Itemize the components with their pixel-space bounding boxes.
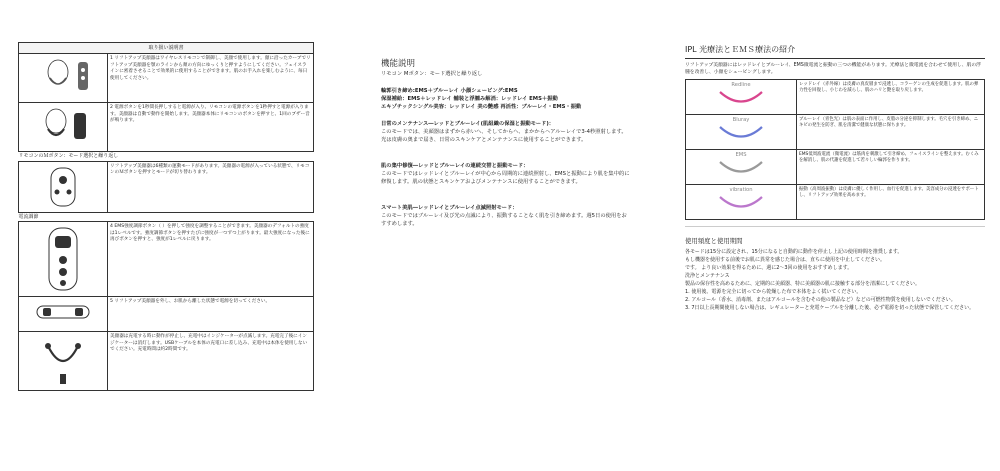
usage-title: 使用頻度と使用期間 (685, 237, 743, 245)
icon-label: vibration (729, 187, 753, 193)
manual-page-middle (337, 0, 667, 471)
usage-line: 各モードは15分に設定され、15分になると自動的に動作を停止し上記の使用時間を推奨します。 (685, 249, 903, 255)
usage-line: 3. 7日以上長期間使用しない場合は、レギュレーターと充電ケーブルを分離した後、必ず電源を切った状態で保管してください。 (685, 305, 975, 311)
face-illustration (34, 58, 92, 98)
table-row (686, 80, 985, 115)
therapy-table (685, 79, 985, 220)
vibration-text: 振動（高周波振動）は皮膚に優しく作用し、血行を促進します。美容成分の浸透をサポートし、リフトアップ効果を高めます。 (797, 185, 985, 220)
blue-light-arc-icon (716, 124, 766, 140)
icon-label: Bluray (732, 117, 750, 123)
manual-page-left (0, 0, 337, 471)
ems-text: EMS低周波電流（微電流）は筋肉を刺激して引き締め、フェイスラインを整えます。むくみを解消し、肌の代謝を促進して若々しい輪郭を作ります。 (797, 150, 985, 185)
section-heading: 肌の集中修復―レッドとブルーレイの連続交替と振動モード： (381, 163, 529, 169)
ems-section-title: 電流調節 (19, 212, 314, 221)
table-header: 取り扱い説明書 (19, 43, 314, 54)
icon-label: EMS (735, 152, 747, 158)
usage-line: 2. アルコール（香水、消毒剤、またはアルコールを含むその他の製品など）などの可燃性物質を使用しないでください。 (685, 297, 956, 303)
section-heading: 日常のメンテナンス―レッドとブルーレイ(肌組織の保湿と振動モード)： (381, 121, 555, 127)
therapy-intro: リフトアップ美顔器にはレッドレイとブルーレイ、EMS微電流と振動の三つの機能があります。光療法と微電流を合わせて使用し、肌の浮腫を改善し、小顔をシェービングします。 (685, 63, 981, 75)
vibration-arc-icon (716, 194, 766, 210)
usage-line: です。 より良い効果を得るために、週に2～3回の使用をおすすめします。 (685, 265, 853, 271)
usage-section (685, 237, 985, 312)
usage-line: もし機器を使用する前後でお肌に異常を感じた場合は、直ちに使用を中止してください。 (685, 257, 886, 263)
manual-page-right (667, 0, 1000, 471)
table-row (19, 297, 314, 332)
section-heading: スマート美肌―レッドレイとブルーレイ点滅照射モード： (381, 205, 518, 211)
table-row (686, 185, 985, 220)
remote-section-title: リモコンのＭボタン：モード選択と繰り返し (19, 152, 314, 161)
ems-arc-icon (716, 159, 766, 175)
table-row (19, 222, 314, 297)
charging-text: 美顔器は充電する時に動作が停止し、充電中はインジケーターが点滅します。充電完了後にインジケーターは消灯します。USBケーブルを本体の充電口に差し込み、充電中は本体を使用しないでください。充電時間は約2時間です。 (108, 332, 314, 391)
section-body: このモードではレッドレイとブルーレイが中心から周期的に連続照射し、EMSと振動により肌を集中的に修復します。肌の状態とスキンケアおよびメンテナンスに使用することができます。 (381, 171, 630, 185)
step-5-text: 5 リフトアップ美顔器を外し、お肌から離した状態で電源を切ってください。 (108, 297, 314, 332)
step-4-text: 4 EMS強度調節ボタン（ ）を押して強度を調整することができます。美顔器のデフォルトの強度は1レベルです。強度調節ボタンを押すたびに強度が一つずつ上がります。最大強度になった後に再びボタンを押すと、強度が1レベルに戻ります。 (108, 222, 314, 297)
usage-line: 1. 使用後、電源を完全に切ってから乾燥した布で本体をよく拭いてください。 (685, 289, 862, 295)
table-row (19, 332, 314, 391)
table-row (19, 54, 314, 103)
mode-line: 保湿補給：EMS＋レッドレイ 舗装と浮腫み解消：レッドレイ EMS＋振動 (381, 96, 558, 102)
function-title: 機能説明 (381, 59, 416, 69)
table-header-row (19, 43, 314, 54)
section-row (19, 152, 314, 161)
section-body: このモードでは、美顔器はまずから赤いへ、そしてからへ、まかからヘアルーレイで3-4秒照射します。光は皮膚の奥まで届き、日常のスキンケアとメンテナンスに使用することができます。 (381, 129, 627, 143)
mode-line: エキゾチックシングル美容：レッドレイ 美の艶感 再活性：ブルーレイ・EMS・振動 (381, 104, 582, 110)
function-description (381, 60, 631, 228)
remote-buttons-illustration (41, 226, 85, 292)
table-row (686, 150, 985, 185)
table-row (19, 103, 314, 152)
step-1-text: 1 リフトアップ美顔器はワイヤレスリモコンで制御し、美顔で使用します。顔に沿ったカーブでリフトアップ美顔器を顎のラインから頬の方向にゆっくりと押すようにしてください。フェイスラインに密着させることで効果的に使用することができます。肌のお手入れを楽しむように、毎日使用してください。 (108, 54, 314, 103)
blue-light-text: ブルーレイ（青色光）は肌の表面に作用し、皮脂の分泌を抑制します。毛穴を引き締め、ニキビの発生を防ぎ、肌を清潔で健康な状態に保ちます。 (797, 115, 985, 150)
therapy-title: IPL 光療法とＥＭＳ療法の紹介 (685, 44, 985, 59)
step-2-text: 2 電源ボタンを1秒間長押しすると電源が入り、リモコンの電源ボタンを1秒押すと電源が入ります。美顔器は自動で動作を開始します。美顔器本体にリモコンのボタンを押すと、1回のブザー音が鳴ります。 (108, 103, 314, 152)
section-row (19, 212, 314, 221)
section-body: このモードではブルーレイ及び光の点滅により、振動することなく肌を引き締めます。週5日の使用をおすすめします。 (381, 213, 627, 227)
remote-mode-text: リフトアップ美顔器は6種類の運動モードがあります。美顔器の電源が入っている状態で、リモコンのＭボタンを押すとモードが切り替わります。 (108, 161, 314, 212)
instruction-table (18, 42, 314, 391)
device-side-illustration (33, 301, 93, 323)
mode-line: 輪郭引き締め:EMS＋ブルーレイ 小顔シェービング:EMS (381, 88, 518, 94)
function-subtitle: リモコン Mボタン：モード選択と繰り返し (381, 71, 483, 77)
icon-label: Redline (731, 82, 751, 88)
table-row (686, 115, 985, 150)
remote-control-illustration (45, 166, 81, 208)
red-light-text: レッドレイ（赤外線）は皮膚の真皮層まで浸透し、コラーゲンの生成を促進します。肌の弾力性を回復し、小じわを減らし、肌のハリと艶を取り戻します。 (797, 80, 985, 115)
face-with-device-illustration (34, 107, 92, 147)
red-light-arc-icon (716, 89, 766, 105)
usage-line: 製品の保存性を高めるために、定期的に美顔器、特に美顔器の肌に接触する部分を清潔にしてください。 (685, 281, 921, 287)
usage-line: 洗浄とメンテナンス (685, 273, 730, 279)
charging-device-illustration (38, 336, 88, 386)
table-row (19, 161, 314, 212)
